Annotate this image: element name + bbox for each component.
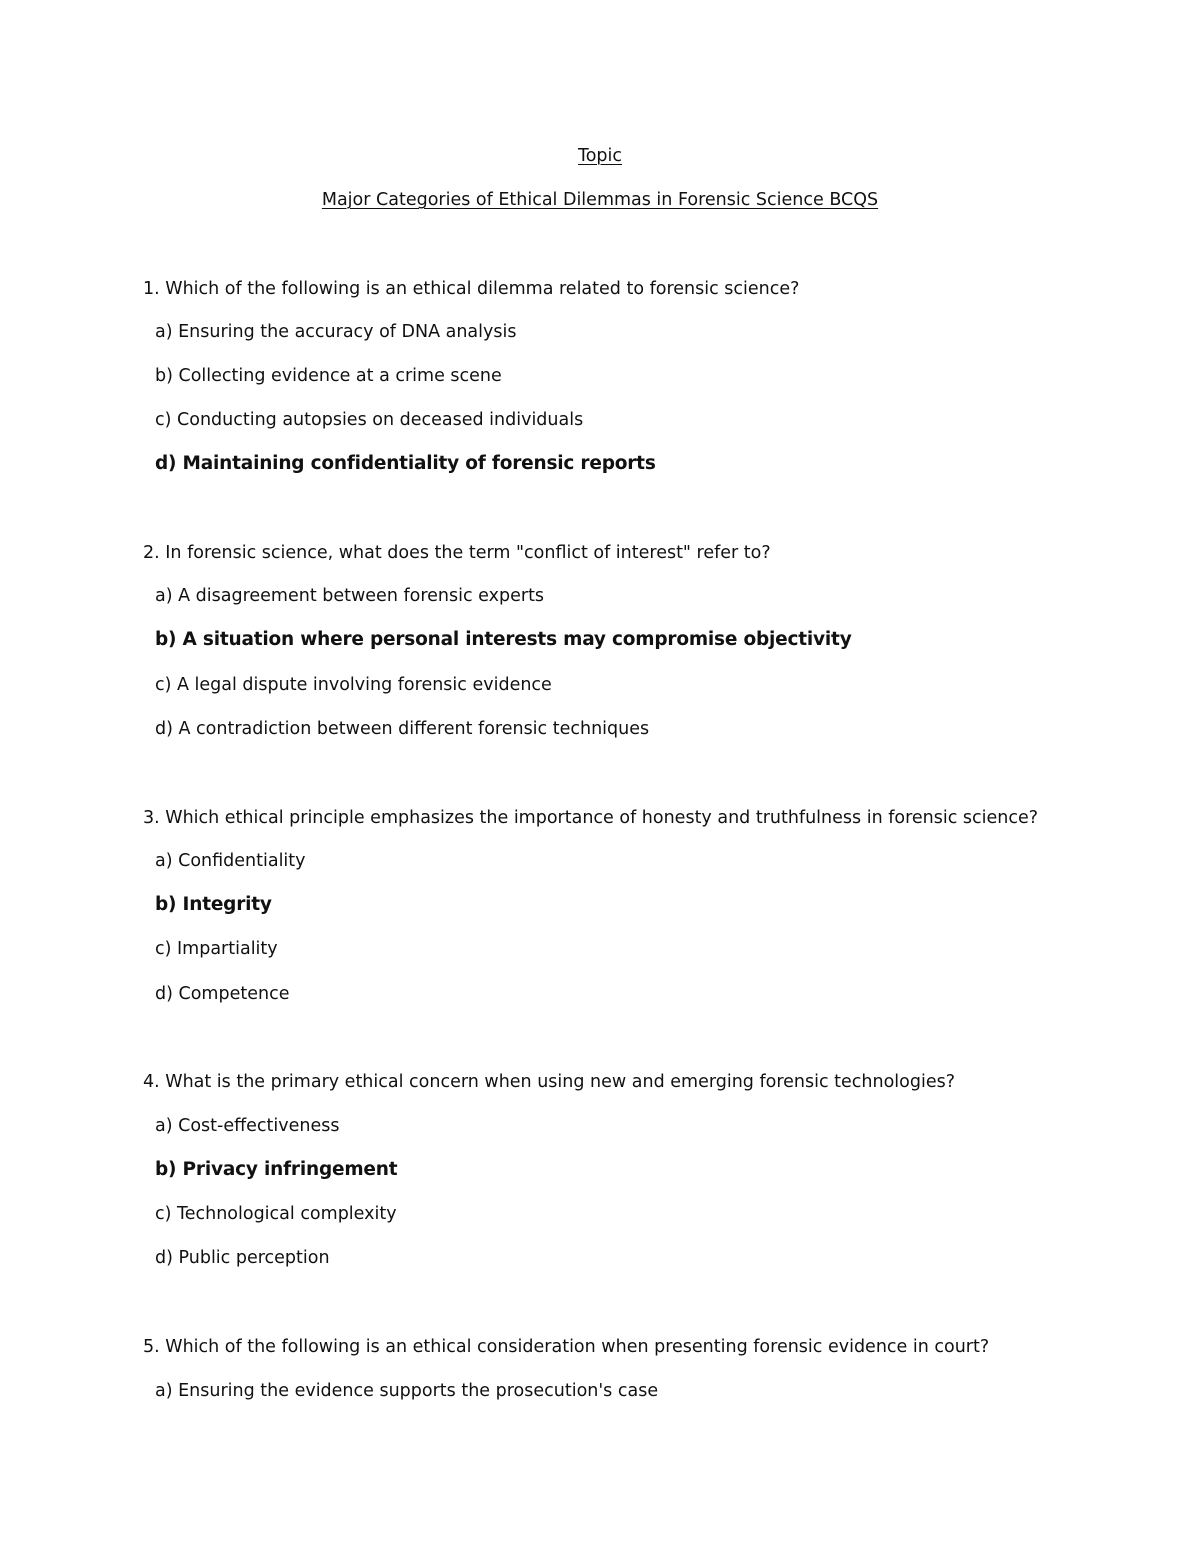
question-4-option-b-answer: b) Privacy infringement: [155, 1159, 398, 1180]
question-3-option-b-answer: b) Integrity: [155, 894, 272, 915]
question-3: 3. Which ethical principle emphasizes the importance of honesty and truthfulness in forensic science?: [143, 808, 1039, 828]
question-1-option-a: a) Ensuring the accuracy of DNA analysis: [155, 322, 517, 342]
question-2-option-b-answer: b) A situation where personal interests may compromise objectivity: [155, 629, 852, 650]
question-1-option-b: b) Collecting evidence at a crime scene: [155, 366, 502, 386]
question-1: 1. Which of the following is an ethical dilemma related to forensic science?: [143, 279, 800, 299]
topic-heading: Topic: [577, 146, 622, 166]
question-4-option-d: d) Public perception: [155, 1248, 330, 1268]
question-2-option-a: a) A disagreement between forensic experts: [155, 586, 545, 606]
question-5-option-a: a) Ensuring the evidence supports the prosecution's case: [155, 1381, 659, 1401]
document-title: Major Categories of Ethical Dilemmas in Forensic Science BCQS: [321, 190, 879, 210]
question-3-option-d: d) Competence: [155, 984, 290, 1004]
question-4-option-a: a) Cost-effectiveness: [155, 1116, 340, 1136]
question-5: 5. Which of the following is an ethical consideration when presenting forensic evidence in court?: [143, 1337, 990, 1357]
question-1-option-c: c) Conducting autopsies on deceased individuals: [155, 410, 584, 430]
question-2-option-c: c) A legal dispute involving forensic evidence: [155, 675, 552, 695]
question-4: 4. What is the primary ethical concern when using new and emerging forensic technologies?: [143, 1072, 956, 1092]
question-3-option-a: a) Confidentiality: [155, 851, 306, 871]
question-2-option-d: d) A contradiction between different forensic techniques: [155, 719, 650, 739]
question-1-option-d-answer: d) Maintaining confidentiality of forensic reports: [155, 453, 656, 474]
question-4-option-c: c) Technological complexity: [155, 1204, 397, 1224]
question-2: 2. In forensic science, what does the term "conflict of interest" refer to?: [143, 543, 771, 563]
question-3-option-c: c) Impartiality: [155, 939, 278, 959]
